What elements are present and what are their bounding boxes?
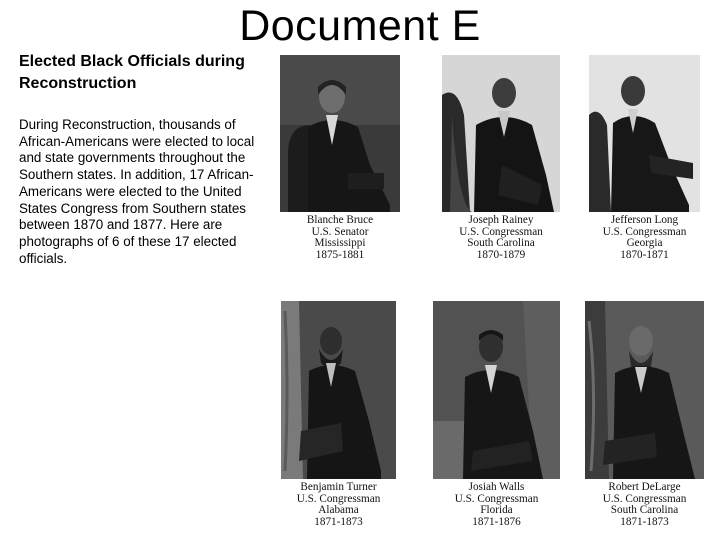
document-subtitle: Elected Black Officials during Reconstruction — [19, 53, 245, 92]
official-years: 1871-1873 — [314, 515, 363, 528]
intro-paragraph: During Reconstruction, thousands of African-Americans were elected to local and state governments throughout the Southern states. In addition, 17 African-Americans were elected to the United States Congress from Southern states between 1870 and 1877. Here are photographs of 6 of these 17 elected officials. — [19, 117, 255, 266]
official-state: Mississippi — [314, 237, 366, 250]
portrait-photo — [442, 55, 560, 212]
official-office: U.S. Senator — [311, 225, 369, 238]
official-state: Florida — [480, 504, 513, 517]
official-years: 1871-1873 — [620, 515, 669, 528]
portrait-photo — [280, 55, 400, 212]
official-name: Robert DeLarge — [608, 481, 681, 493]
official-state: South Carolina — [610, 504, 679, 517]
official-caption — [577, 482, 712, 528]
official-name: Benjamin Turner — [300, 481, 377, 493]
document-title: Document E — [239, 2, 481, 50]
official-years: 1870-1871 — [620, 248, 669, 261]
official-name: Joseph Rainey — [468, 214, 534, 226]
official-caption — [273, 482, 404, 528]
official-years: 1871-1876 — [472, 515, 521, 528]
official-years: 1875-1881 — [315, 248, 365, 261]
portrait-photo — [585, 301, 704, 479]
official-state: South Carolina — [467, 237, 535, 250]
official-office: U.S. Congressman — [459, 225, 543, 238]
official-state: Georgia — [626, 237, 663, 250]
official-office: U.S. Congressman — [454, 492, 539, 505]
official-name: Jefferson Long — [610, 214, 679, 226]
official-caption — [272, 215, 408, 261]
official-office: U.S. Congressman — [296, 492, 381, 505]
official-caption — [434, 215, 568, 261]
official-years: 1870-1879 — [476, 248, 526, 261]
official-office: U.S. Congressman — [602, 225, 687, 238]
official-caption — [425, 482, 568, 528]
official-state: Alabama — [318, 504, 359, 517]
portrait-photo — [433, 301, 560, 479]
official-name: Blanche Bruce — [306, 214, 374, 226]
portrait-photo — [281, 301, 396, 479]
portrait-photo — [589, 55, 700, 212]
official-name: Josiah Walls — [468, 481, 525, 493]
official-caption — [581, 215, 708, 261]
official-office: U.S. Congressman — [602, 492, 687, 505]
